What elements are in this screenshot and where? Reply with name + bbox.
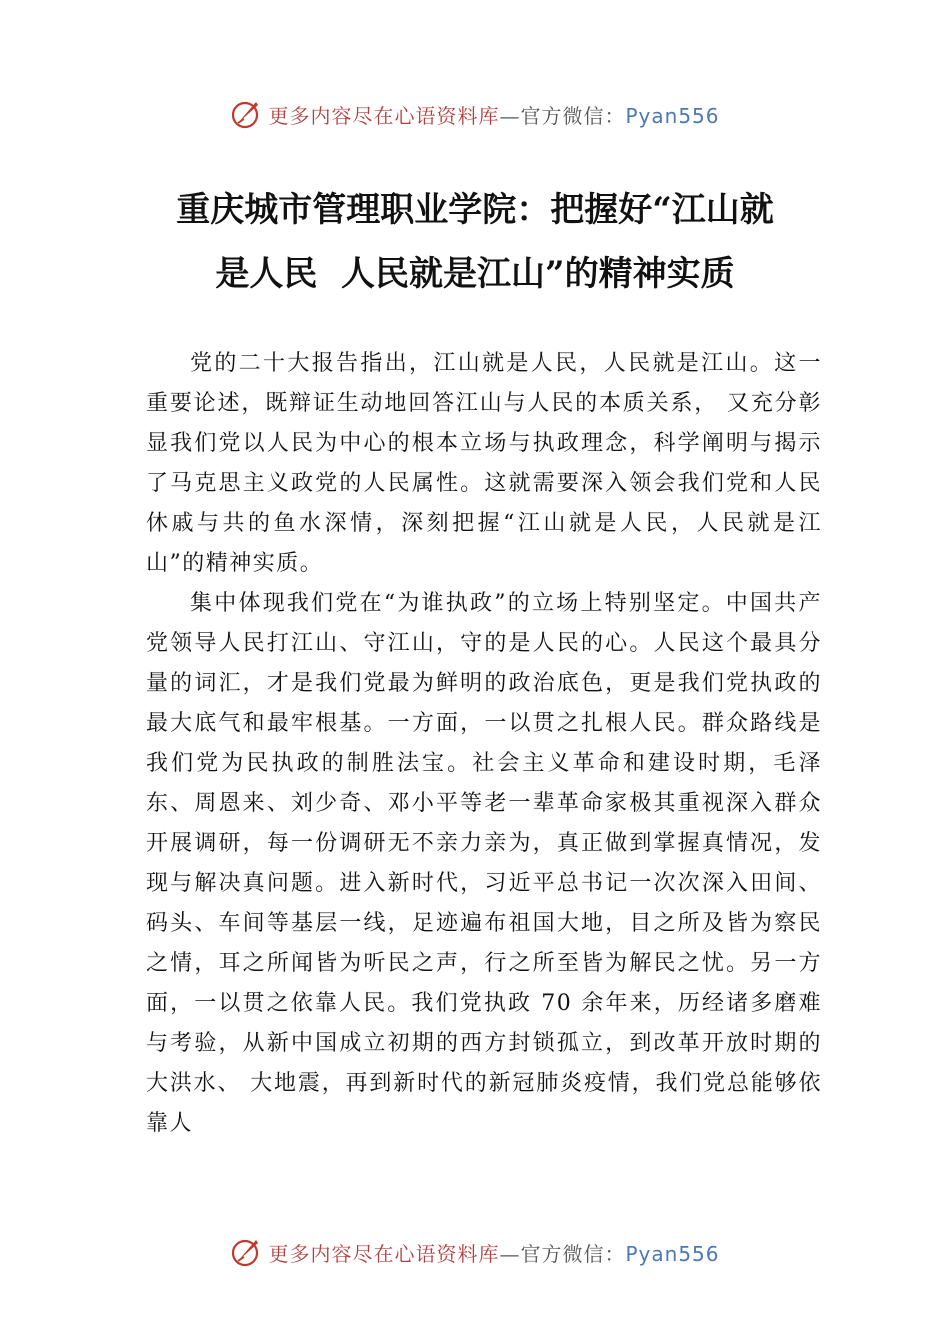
footer-banner: [0, 1230, 950, 1274]
quill-logo-icon: [230, 1235, 264, 1269]
paragraph-2: 集中体现我们党在“为谁执政”的立场上特别坚定。中国共产党领导人民打江山、守江山，守的是人民的心。人民这个最具分量的词汇，才是我们党最为鲜明的政治底色，更是我们党执政的最大底气和最牢根基。一方面，一以贯之扎根人民。群众路线是我们党为民执政的制胜法宝。社会主义革命和建设时期，毛泽东、周恩来、刘少奇、邓小平等老一辈革命家极其重视深入群众开展调研，每一份调研无不亲力亲为，真正做到掌握真情况，发现与解决真问题。进入新时代，习近平总书记一次次深入田间、码头、车间等基层一线，足迹遍布祖国大地，目之所及皆为察民之情，耳之所闻皆为听民之声，行之所至皆为解民之忧。另一方面，一以贯之依靠人民。我们党执政 70 余年来，历经诸多磨难与考验，从新中国成立初期的西方封锁孤立，到改革开放时期的大洪水、 大地震，再到新时代的新冠肺炎疫情，我们党总能够依靠人: [146, 591, 822, 1136]
banner-text: [268, 100, 719, 129]
banner-dash: —: [499, 1241, 521, 1266]
banner-text: [268, 1238, 719, 1267]
title-line-1: 重庆城市管理职业学院：把握好“江山就: [176, 190, 774, 230]
banner-wechat-id: Pyan556: [625, 1241, 720, 1266]
document-body: [146, 344, 822, 1144]
quill-logo-icon: [230, 97, 264, 131]
banner-brand: 更多内容尽在心语资料库: [268, 1241, 500, 1266]
banner-brand: 更多内容尽在心语资料库: [268, 103, 500, 128]
banner-official: 官方微信：: [520, 103, 626, 128]
title-line-2: 是人民 人民就是江山”的精神实质: [215, 254, 735, 294]
banner-official: 官方微信：: [520, 1241, 626, 1266]
banner-dash: —: [499, 103, 521, 128]
banner-wechat-id: Pyan556: [625, 103, 720, 128]
header-banner: [0, 92, 950, 136]
paragraph-1: 党的二十大报告指出，江山就是人民，人民就是江山。这一重要论述，既辩证生动地回答江山与人民的本质关系， 又充分彰显我们党以人民为中心的根本立场与执政理念，科学阐明与揭示了马克思主义政党的人民属性。这就需要深入领会我们党和人民休戚与共的鱼水深情，深刻把握“江山就是人民，人民就是江山”的精神实质。: [146, 351, 822, 576]
document-title: [120, 178, 830, 306]
